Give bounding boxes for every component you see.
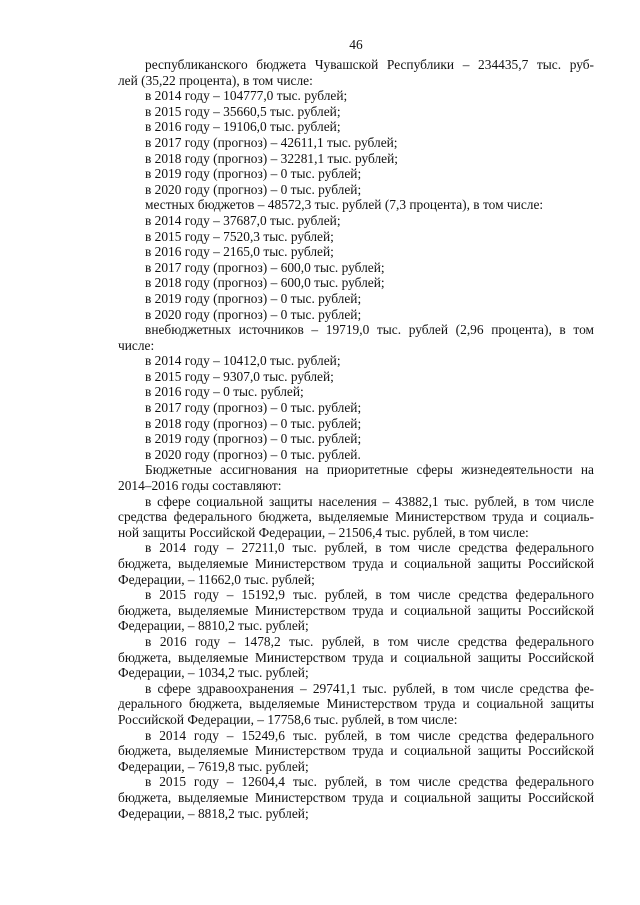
text-line: в сфере социальной защиты населения – 43882,1 тыс. рублей, в том числе bbox=[145, 493, 594, 509]
text-line: в 2014 году – 27211,0 тыс. рублей, в том числе средства федерального bbox=[145, 540, 594, 556]
text-line: в 2016 году – 0 тыс. рублей; bbox=[145, 384, 304, 400]
text-line: бюджета, выделяемые Министерством труда и социальной защиты Российской bbox=[118, 789, 594, 805]
text-line: внебюджетных источников – 19719,0 тыс. рублей (2,96 процента), в том bbox=[145, 322, 594, 338]
text-line: числе: bbox=[118, 337, 155, 353]
document-body bbox=[118, 57, 594, 821]
text-line: в 2019 году (прогноз) – 0 тыс. рублей; bbox=[145, 290, 362, 306]
text-line: Федерации, – 1034,2 тыс. рублей; bbox=[118, 665, 309, 681]
text-line: в сфере здравоохранения – 29741,1 тыс. рублей, в том числе средства фе- bbox=[145, 680, 594, 696]
page-number: 46 bbox=[349, 37, 363, 52]
text-line: дерального бюджета, выделяемые Министерством труда и социальной защиты bbox=[118, 696, 594, 712]
text-line: Федерации, – 7619,8 тыс. рублей; bbox=[118, 758, 309, 774]
text-line: в 2014 году – 104777,0 тыс. рублей; bbox=[145, 88, 348, 104]
text-line: в 2018 году (прогноз) – 600,0 тыс. рублей; bbox=[145, 275, 385, 291]
text-line: в 2017 году (прогноз) – 0 тыс. рублей; bbox=[145, 400, 362, 416]
text-line: лей (35,22 процента), в том числе: bbox=[118, 72, 313, 88]
text-line: бюджета, выделяемые Министерством труда и социальной защиты Российской bbox=[118, 602, 594, 618]
text-line: в 2018 году (прогноз) – 32281,1 тыс. рублей; bbox=[145, 150, 399, 166]
text-line: в 2020 году (прогноз) – 0 тыс. рублей; bbox=[145, 306, 362, 322]
text-line: республиканского бюджета Чувашской Республики – 234435,7 тыс. руб- bbox=[145, 57, 594, 72]
text-line: бюджета, выделяемые Министерством труда и социальной защиты Российской bbox=[118, 743, 594, 759]
text-line: Федерации, – 11662,0 тыс. рублей; bbox=[118, 571, 315, 587]
text-line: в 2015 году – 9307,0 тыс. рублей; bbox=[145, 368, 334, 384]
text-line: в 2014 году – 10412,0 тыс. рублей; bbox=[145, 353, 341, 369]
text-line: в 2017 году (прогноз) – 600,0 тыс. рублей; bbox=[145, 259, 385, 275]
text-line: в 2019 году (прогноз) – 0 тыс. рублей; bbox=[145, 431, 362, 447]
text-line: в 2015 году – 12604,4 тыс. рублей, в том числе средства федерального bbox=[145, 774, 594, 790]
text-line: в 2016 году – 19106,0 тыс. рублей; bbox=[145, 119, 341, 135]
text-line: в 2017 году (прогноз) – 42611,1 тыс. рублей; bbox=[145, 134, 398, 150]
text-line: в 2019 году (прогноз) – 0 тыс. рублей; bbox=[145, 166, 362, 182]
text-line: Федерации, – 8810,2 тыс. рублей; bbox=[118, 618, 309, 634]
text-line: в 2020 году (прогноз) – 0 тыс. рублей. bbox=[145, 446, 361, 462]
text-line: в 2015 году – 35660,5 тыс. рублей; bbox=[145, 103, 341, 119]
text-line: местных бюджетов – 48572,3 тыс. рублей (7,3 процента), в том числе: bbox=[145, 197, 544, 213]
text-line: ной защиты Российской Федерации, – 21506,4 тыс. рублей, в том числе: bbox=[118, 524, 529, 540]
text-line: в 2020 году (прогноз) – 0 тыс. рублей; bbox=[145, 181, 362, 197]
text-line: в 2016 году – 1478,2 тыс. рублей, в том числе средства федерального bbox=[145, 633, 594, 649]
text-line: в 2018 году (прогноз) – 0 тыс. рублей; bbox=[145, 415, 362, 431]
text-line: 2014–2016 годы составляют: bbox=[118, 478, 282, 494]
text-line: в 2015 году – 15192,9 тыс. рублей, в том числе средства федерального bbox=[145, 587, 594, 603]
text-line: средства федерального бюджета, выделяемые Министерством труда и социаль- bbox=[118, 509, 594, 525]
text-line: Бюджетные ассигнования на приоритетные сферы жизнедеятельности на bbox=[145, 462, 594, 478]
text-line: в 2016 году – 2165,0 тыс. рублей; bbox=[145, 244, 334, 260]
text-line: в 2014 году – 15249,6 тыс. рублей, в том числе средства федерального bbox=[145, 727, 594, 743]
text-line: бюджета, выделяемые Министерством труда и социальной защиты Российской bbox=[118, 649, 594, 665]
text-line: Федерации, – 8818,2 тыс. рублей; bbox=[118, 805, 309, 821]
text-line: бюджета, выделяемые Министерством труда и социальной защиты Российской bbox=[118, 556, 594, 571]
text-line: Российской Федерации, – 17758,6 тыс. рублей, в том числе: bbox=[118, 711, 458, 727]
text-line: в 2014 году – 37687,0 тыс. рублей; bbox=[145, 212, 341, 228]
text-line: в 2015 году – 7520,3 тыс. рублей; bbox=[145, 228, 334, 244]
